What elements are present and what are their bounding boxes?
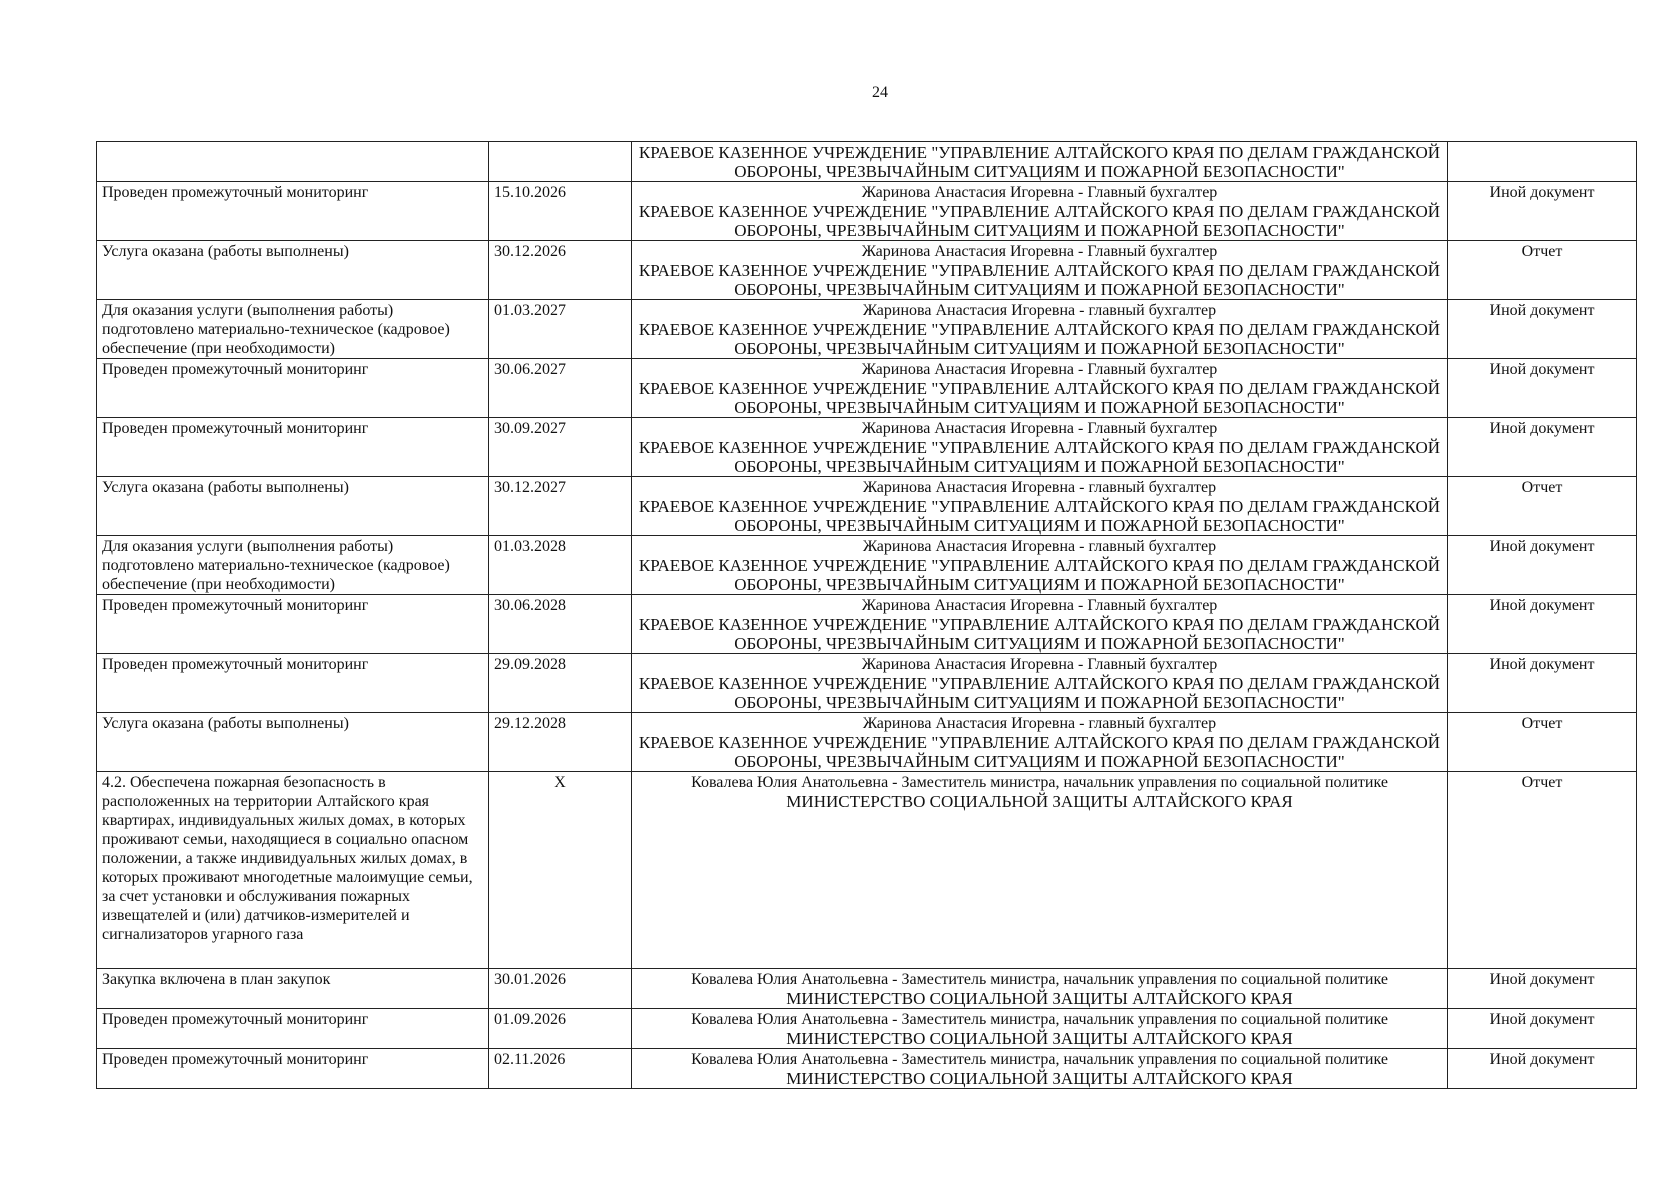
organization-name: МИНИСТЕРСТВО СОЦИАЛЬНОЙ ЗАЩИТЫ АЛТАЙСКОГО КРАЯ <box>786 1029 1293 1048</box>
document-type-cell: Отчет <box>1448 772 1637 969</box>
date-cell: 01.03.2027 <box>489 300 632 359</box>
table-row <box>97 1049 1637 1089</box>
event-cell: Услуга оказана (работы выполнены) <box>97 241 489 300</box>
responsible-person: Жаринова Анастасия Игоревна - главный бухгалтер <box>862 538 1217 555</box>
responsible-cell <box>632 241 1448 300</box>
document-type-cell: Иной документ <box>1448 654 1637 713</box>
table-row <box>97 300 1637 359</box>
event-cell: Проведен промежуточный мониторинг <box>97 654 489 713</box>
responsible-cell <box>632 713 1448 772</box>
table-row <box>97 654 1637 713</box>
event-cell: Проведен промежуточный мониторинг <box>97 418 489 477</box>
document-type-cell: Отчет <box>1448 241 1637 300</box>
table-row <box>97 182 1637 241</box>
event-cell: Закупка включена в план закупок <box>97 969 489 1009</box>
document-type-cell: Иной документ <box>1448 595 1637 654</box>
date-cell: 29.12.2028 <box>489 713 632 772</box>
responsible-cell <box>632 418 1448 477</box>
responsible-person: Жаринова Анастасия Игоревна - главный бухгалтер <box>862 479 1217 496</box>
document-type-cell: Иной документ <box>1448 536 1637 595</box>
event-cell: Проведен промежуточный мониторинг <box>97 1009 489 1049</box>
table-row <box>97 418 1637 477</box>
responsible-cell <box>632 359 1448 418</box>
responsible-cell <box>632 536 1448 595</box>
organization-name: КРАЕВОЕ КАЗЕННОЕ УЧРЕЖДЕНИЕ "УПРАВЛЕНИЕ АЛТАЙСКОГО КРАЯ ПО ДЕЛАМ ГРАЖДАНСКОЙ ОБОРОНЫ, ЧРЕЗВЫЧАЙНЫМ СИТУАЦИЯМ И ПОЖАРНОЙ БЕЗОПАСНОСТИ" <box>638 202 1441 240</box>
document-type-cell: Иной документ <box>1448 359 1637 418</box>
control-points-table <box>96 141 1637 1089</box>
event-cell: 4.2. Обеспечена пожарная безопасность в расположенных на территории Алтайского края квартирах, индивидуальных жилых домах, в которых проживают семьи, находящиеся в социально опасном положении, а также индивидуальных жилых домах, в которых проживают многодетные малоимущие семьи, за счет установки и обслуживания пожарных извещателей и (или) датчиков-измерителей и сигнализаторов угарного газа <box>97 772 489 969</box>
organization-name: КРАЕВОЕ КАЗЕННОЕ УЧРЕЖДЕНИЕ "УПРАВЛЕНИЕ АЛТАЙСКОГО КРАЯ ПО ДЕЛАМ ГРАЖДАНСКОЙ ОБОРОНЫ, ЧРЕЗВЫЧАЙНЫМ СИТУАЦИЯМ И ПОЖАРНОЙ БЕЗОПАСНОСТИ" <box>638 615 1441 653</box>
date-cell: 15.10.2026 <box>489 182 632 241</box>
date-cell: 29.09.2028 <box>489 654 632 713</box>
responsible-cell <box>632 300 1448 359</box>
organization-name: МИНИСТЕРСТВО СОЦИАЛЬНОЙ ЗАЩИТЫ АЛТАЙСКОГО КРАЯ <box>786 1069 1293 1088</box>
document-type-cell: Иной документ <box>1448 1009 1637 1049</box>
date-cell: 30.06.2027 <box>489 359 632 418</box>
responsible-cell <box>632 654 1448 713</box>
date-cell: 30.09.2027 <box>489 418 632 477</box>
event-cell: Проведен промежуточный мониторинг <box>97 359 489 418</box>
date-cell: 30.01.2026 <box>489 969 632 1009</box>
responsible-cell <box>632 477 1448 536</box>
table-row <box>97 477 1637 536</box>
event-cell <box>97 142 489 182</box>
organization-name: МИНИСТЕРСТВО СОЦИАЛЬНОЙ ЗАЩИТЫ АЛТАЙСКОГО КРАЯ <box>786 792 1293 811</box>
organization-name: КРАЕВОЕ КАЗЕННОЕ УЧРЕЖДЕНИЕ "УПРАВЛЕНИЕ АЛТАЙСКОГО КРАЯ ПО ДЕЛАМ ГРАЖДАНСКОЙ ОБОРОНЫ, ЧРЕЗВЫЧАЙНЫМ СИТУАЦИЯМ И ПОЖАРНОЙ БЕЗОПАСНОСТИ" <box>638 733 1441 771</box>
date-cell: 30.12.2026 <box>489 241 632 300</box>
date-cell: 30.12.2027 <box>489 477 632 536</box>
organization-name: КРАЕВОЕ КАЗЕННОЕ УЧРЕЖДЕНИЕ "УПРАВЛЕНИЕ АЛТАЙСКОГО КРАЯ ПО ДЕЛАМ ГРАЖДАНСКОЙ ОБОРОНЫ, ЧРЕЗВЫЧАЙНЫМ СИТУАЦИЯМ И ПОЖАРНОЙ БЕЗОПАСНОСТИ" <box>638 143 1441 181</box>
document-type-cell: Иной документ <box>1448 969 1637 1009</box>
responsible-cell <box>632 142 1448 182</box>
responsible-person: Жаринова Анастасия Игоревна - главный бухгалтер <box>862 302 1217 319</box>
organization-name: КРАЕВОЕ КАЗЕННОЕ УЧРЕЖДЕНИЕ "УПРАВЛЕНИЕ АЛТАЙСКОГО КРАЯ ПО ДЕЛАМ ГРАЖДАНСКОЙ ОБОРОНЫ, ЧРЕЗВЫЧАЙНЫМ СИТУАЦИЯМ И ПОЖАРНОЙ БЕЗОПАСНОСТИ" <box>638 438 1441 476</box>
table-row <box>97 359 1637 418</box>
responsible-person: Жаринова Анастасия Игоревна - Главный бухгалтер <box>861 361 1218 378</box>
date-cell: 02.11.2026 <box>489 1049 632 1089</box>
page-number: 24 <box>872 84 888 101</box>
organization-name: КРАЕВОЕ КАЗЕННОЕ УЧРЕЖДЕНИЕ "УПРАВЛЕНИЕ АЛТАЙСКОГО КРАЯ ПО ДЕЛАМ ГРАЖДАНСКОЙ ОБОРОНЫ, ЧРЕЗВЫЧАЙНЫМ СИТУАЦИЯМ И ПОЖАРНОЙ БЕЗОПАСНОСТИ" <box>638 674 1441 712</box>
responsible-person: Жаринова Анастасия Игоревна - Главный бухгалтер <box>861 656 1218 673</box>
responsible-cell <box>632 182 1448 241</box>
table-row <box>97 1009 1637 1049</box>
responsible-cell <box>632 595 1448 654</box>
organization-name: МИНИСТЕРСТВО СОЦИАЛЬНОЙ ЗАЩИТЫ АЛТАЙСКОГО КРАЯ <box>786 989 1293 1008</box>
responsible-person: Ковалева Юлия Анатольевна - Заместитель министра, начальник управления по социальной политике <box>691 774 1388 791</box>
responsible-cell <box>632 969 1448 1009</box>
responsible-person: Ковалева Юлия Анатольевна - Заместитель министра, начальник управления по социальной политике <box>691 1011 1388 1028</box>
organization-name: КРАЕВОЕ КАЗЕННОЕ УЧРЕЖДЕНИЕ "УПРАВЛЕНИЕ АЛТАЙСКОГО КРАЯ ПО ДЕЛАМ ГРАЖДАНСКОЙ ОБОРОНЫ, ЧРЕЗВЫЧАЙНЫМ СИТУАЦИЯМ И ПОЖАРНОЙ БЕЗОПАСНОСТИ" <box>638 261 1441 299</box>
document-type-cell: Иной документ <box>1448 300 1637 359</box>
responsible-cell <box>632 772 1448 969</box>
document-type-cell: Иной документ <box>1448 1049 1637 1089</box>
event-cell: Услуга оказана (работы выполнены) <box>97 713 489 772</box>
responsible-person: Жаринова Анастасия Игоревна - Главный бухгалтер <box>861 597 1218 614</box>
organization-name: КРАЕВОЕ КАЗЕННОЕ УЧРЕЖДЕНИЕ "УПРАВЛЕНИЕ АЛТАЙСКОГО КРАЯ ПО ДЕЛАМ ГРАЖДАНСКОЙ ОБОРОНЫ, ЧРЕЗВЫЧАЙНЫМ СИТУАЦИЯМ И ПОЖАРНОЙ БЕЗОПАСНОСТИ" <box>638 556 1441 594</box>
organization-name: КРАЕВОЕ КАЗЕННОЕ УЧРЕЖДЕНИЕ "УПРАВЛЕНИЕ АЛТАЙСКОГО КРАЯ ПО ДЕЛАМ ГРАЖДАНСКОЙ ОБОРОНЫ, ЧРЕЗВЫЧАЙНЫМ СИТУАЦИЯМ И ПОЖАРНОЙ БЕЗОПАСНОСТИ" <box>638 379 1441 417</box>
date-cell: 30.06.2028 <box>489 595 632 654</box>
table-row <box>97 772 1637 969</box>
document-type-cell: Иной документ <box>1448 418 1637 477</box>
table-row <box>97 241 1637 300</box>
responsible-cell <box>632 1049 1448 1089</box>
responsible-person: Жаринова Анастасия Игоревна - Главный бухгалтер <box>861 420 1218 437</box>
organization-name: КРАЕВОЕ КАЗЕННОЕ УЧРЕЖДЕНИЕ "УПРАВЛЕНИЕ АЛТАЙСКОГО КРАЯ ПО ДЕЛАМ ГРАЖДАНСКОЙ ОБОРОНЫ, ЧРЕЗВЫЧАЙНЫМ СИТУАЦИЯМ И ПОЖАРНОЙ БЕЗОПАСНОСТИ" <box>638 320 1441 358</box>
event-cell: Проведен промежуточный мониторинг <box>97 1049 489 1089</box>
table-row <box>97 969 1637 1009</box>
event-cell: Услуга оказана (работы выполнены) <box>97 477 489 536</box>
event-cell: Для оказания услуги (выполнения работы) подготовлено материально-техническое (кадровое) обеспечение (при необходимости) <box>97 300 489 359</box>
event-cell: Проведен промежуточный мониторинг <box>97 595 489 654</box>
table-row <box>97 536 1637 595</box>
date-cell <box>489 142 632 182</box>
table-row <box>97 713 1637 772</box>
document-type-cell <box>1448 142 1637 182</box>
date-cell: 01.03.2028 <box>489 536 632 595</box>
responsible-person: Жаринова Анастасия Игоревна - Главный бухгалтер <box>861 184 1218 201</box>
responsible-person: Жаринова Анастасия Игоревна - Главный бухгалтер <box>861 243 1218 260</box>
document-type-cell: Иной документ <box>1448 182 1637 241</box>
event-cell: Проведен промежуточный мониторинг <box>97 182 489 241</box>
responsible-person: Ковалева Юлия Анатольевна - Заместитель министра, начальник управления по социальной политике <box>691 971 1388 988</box>
event-cell: Для оказания услуги (выполнения работы) подготовлено материально-техническое (кадровое) обеспечение (при необходимости) <box>97 536 489 595</box>
responsible-person: Жаринова Анастасия Игоревна - главный бухгалтер <box>862 715 1217 732</box>
table-row <box>97 595 1637 654</box>
document-type-cell: Отчет <box>1448 477 1637 536</box>
responsible-person: Ковалева Юлия Анатольевна - Заместитель министра, начальник управления по социальной политике <box>691 1051 1388 1068</box>
table-row <box>97 142 1637 182</box>
date-cell: X <box>489 772 632 969</box>
organization-name: КРАЕВОЕ КАЗЕННОЕ УЧРЕЖДЕНИЕ "УПРАВЛЕНИЕ АЛТАЙСКОГО КРАЯ ПО ДЕЛАМ ГРАЖДАНСКОЙ ОБОРОНЫ, ЧРЕЗВЫЧАЙНЫМ СИТУАЦИЯМ И ПОЖАРНОЙ БЕЗОПАСНОСТИ" <box>638 497 1441 535</box>
responsible-cell <box>632 1009 1448 1049</box>
date-cell: 01.09.2026 <box>489 1009 632 1049</box>
document-type-cell: Отчет <box>1448 713 1637 772</box>
